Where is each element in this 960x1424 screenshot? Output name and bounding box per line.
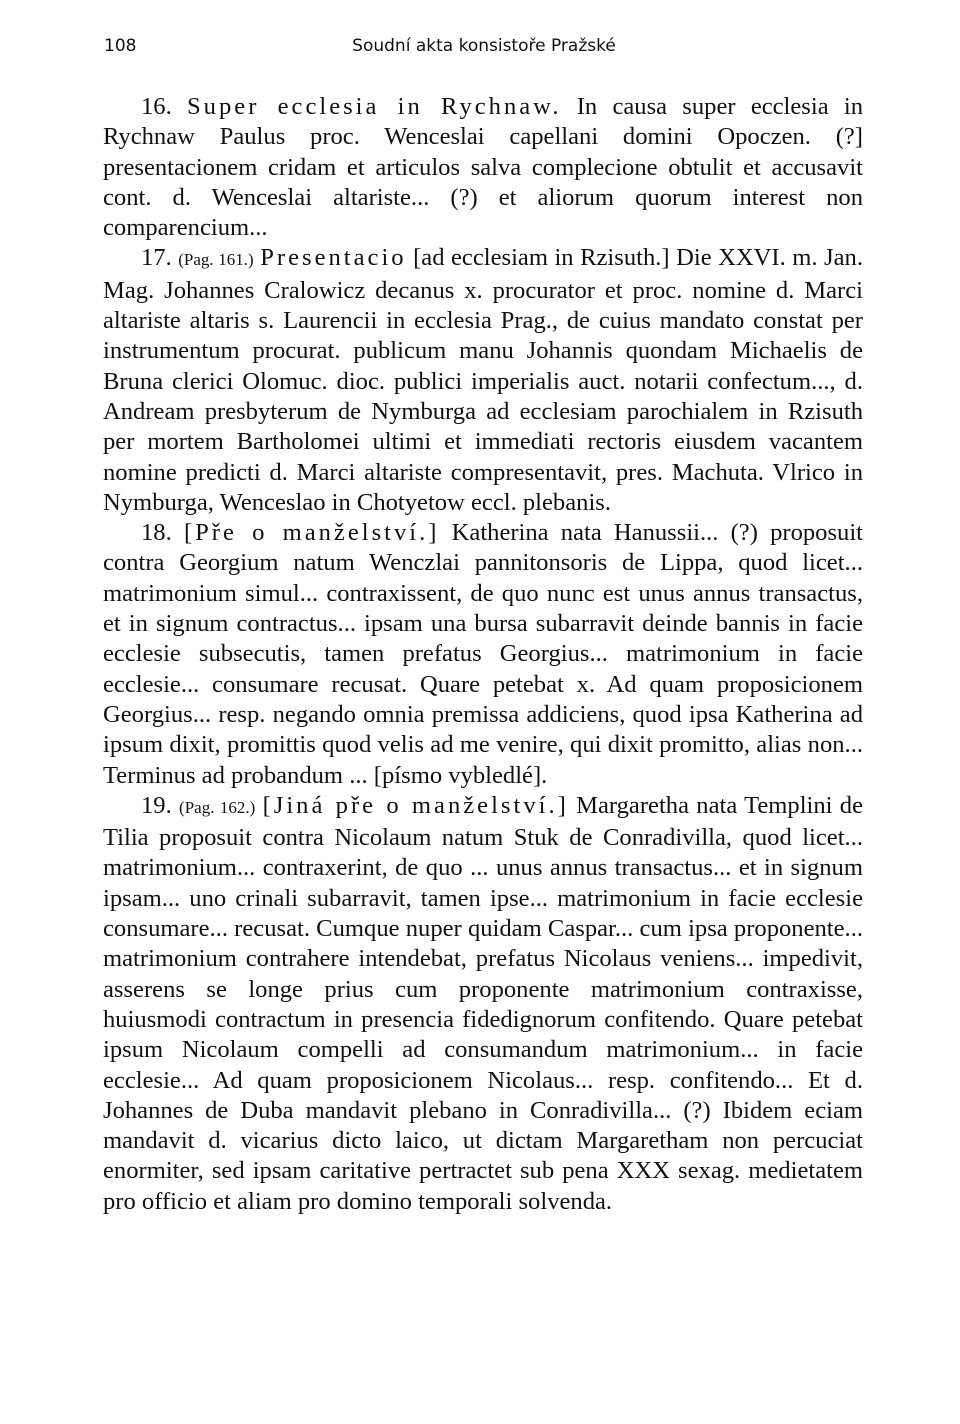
entry-body: In causa super ecclesia in Rychnaw Paulus proc. Wenceslai capellani domini Opoczen. (?] presentacionem cridam et articulos salva complecione obtulit et accusavit cont. d. Wenceslai altariste... (?) et aliorum quorum interest non comparencium... [103,93,863,242]
entry-number: 18. [141,519,172,547]
page-reference: (Pag. 161.) [178,250,254,270]
entry-number: 19. [141,791,172,819]
entry-number: 17. [141,244,172,272]
entry-17 [103,243,863,518]
entry-heading: Presentacio [260,244,407,272]
entry-body: Margaretha nata Templini de Tilia proposuit contra Nicolaum natum Stuk de Conradivilla, quod licet... matrimonium... contraxerint, de quo ... unus annus transactus... et in signum ipsam... uno crinali subarravit, tamen ipse... matrimonium in facie ecclesie consumare... recusat. Cumque nuper quidam Caspar... cum ipsa proponente... matrimonium contrahere intendebat, prefatus Nicolaus veniens... impedivit, asserens se longe prius cum proponente matrimonium contraxisse, huiusmodi contractum in presencia fidedignorum confitendo. Quare petebat ipsum Nicolaum compelli ad consumandum matrimonium... in facie ecclesie... Ad quam proposicionem Nicolaus... resp. confitendo... Et d. Johannes de Duba mandavit plebano in Conradivilla... (?) Ibidem eciam mandavit d. vicarius dicto laico, ut dictam Margaretham non percuciat enormiter, sed ipsam caritative pertractet sub pena XXX sexag. medietatem pro officio et aliam pro domino temporali solvenda. [103,791,864,1215]
entry-number: 16. [141,93,172,120]
entry-body: Katherina nata Hanussii... (?) proposuit contra Georgium natum Wenczlai pannitonsoris de Lippa, quod licet... matrimonium simul... contraxissent, de quo nunc est unus annus transactus, et in signum contractus... ipsam una bursa subarravit deinde bannis in facie ecclesie subsecutis, tamen prefatus Georgius... matrimonium in facie ecclesie... consumare recusat. Quare petebat x. Ad quam proposicionem Georgius... resp. negando omnia premissa addiciens, quod ipsa Katherina ad ipsum dixit, promittis quod velis ad me venire, qui dixit promitto, alias non... Terminus ad probandum ... [písmo vybledlé]. [103,519,864,789]
page-header [104,36,864,62]
running-title: Soudní akta konsistoře Pražské [352,36,616,56]
entry-body: [ad ecclesiam in Rzisuth.] Die XXVI. m. Jan. Mag. Johannes Cralowicz decanus x. procurator et proc. nomine d. Marci altariste altaris s. Laurencii in ecclesia Prag., de cuius mandato constat per instrumentum procurat. publicum manu Johannis quondam Michaelis de Bruna clerici Olomuc. dioc. publici imperialis auct. notarii confectum..., d. Andream presbyterum de Nymburga ad ecclesiam parochialem in Rzisuth per mortem Bartholomei ultimi et immediati rectoris eiusdem vacantem nomine predicti d. Marci altariste compresentavit, pres. Machuta. Vlrico in Nymburga, Wenceslao in Chotyetow eccl. plebanis. [103,244,863,516]
document-body [103,92,863,1217]
entry-19 [103,791,863,1217]
entry-16 [103,92,863,243]
page-reference: (Pag. 162.) [179,797,256,817]
page-number: 108 [104,36,137,56]
entry-heading: [Jiná pře o manželství.] [262,791,569,819]
entry-heading: Super ecclesia in Rychnaw. [187,93,562,120]
entry-18 [103,518,863,791]
entry-heading: [Pře o manželství.] [183,519,440,547]
